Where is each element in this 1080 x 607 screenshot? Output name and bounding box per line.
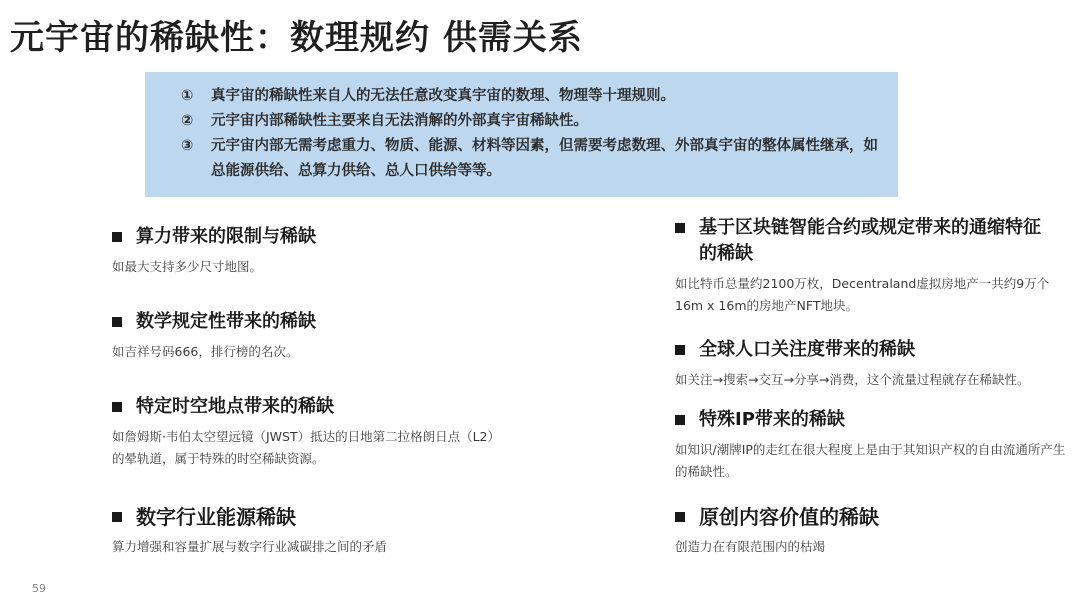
item-description: 如知识/潮牌IP的走红在很大程度上是由于其知识产权的自由流通所产生的稀缺性。: [675, 442, 1066, 479]
point-text: 真宇宙的稀缺性来自人的无法任意改变真宇宙的数理、物理等十理规则。: [211, 88, 675, 104]
item-description: 如詹姆斯·韦伯太空望远镜（JWST）抵达的日地第二拉格朗日点（L2）的晕轨道，属于特殊的时空稀缺资源。: [112, 429, 501, 466]
page-number: 59: [32, 582, 46, 595]
scarcity-item: [675, 504, 1075, 558]
scarcity-item: [675, 337, 1075, 391]
item-heading: 全球人口关注度带来的稀缺: [675, 337, 1075, 363]
bullet-square-icon: [112, 512, 122, 522]
bullet-square-icon: [675, 415, 685, 425]
point-number: ①: [181, 88, 194, 104]
point-text: 元宇宙内部无需考虑重力、物质、能源、材料等因素，但需要考虑数理、外部真宇宙的整体属性继承，如总能源供给、总算力供给、总人口供给等等。: [211, 138, 878, 179]
scarcity-item: [112, 309, 552, 363]
item-heading: 原创内容价值的稀缺: [675, 504, 1075, 530]
item-description: 创造力在有限范围内的枯竭: [675, 539, 826, 554]
item-heading: 算力带来的限制与稀缺: [112, 224, 552, 250]
point-number: ②: [181, 113, 194, 129]
bullet-square-icon: [675, 223, 685, 233]
summary-point: [181, 134, 888, 184]
bullet-square-icon: [675, 345, 685, 355]
slide-title: 元宇宙的稀缺性：数理规约 供需关系: [10, 18, 583, 58]
item-description: 如关注→搜索→交互→分享→消费，这个流量过程就存在稀缺性。: [675, 372, 1030, 387]
bullet-square-icon: [112, 402, 122, 412]
item-heading: 数字行业能源稀缺: [112, 504, 552, 530]
bullet-square-icon: [112, 317, 122, 327]
summary-box: [145, 72, 898, 197]
item-heading: 特定时空地点带来的稀缺: [112, 394, 512, 420]
summary-point: [181, 109, 888, 134]
summary-point: [181, 84, 888, 109]
item-description: 如比特币总量约2100万枚，Decentraland虚拟房地产一共约9万个16m x 16m的房地产NFT地块。: [675, 276, 1050, 313]
item-heading: 数学规定性带来的稀缺: [112, 309, 552, 335]
scarcity-item: [675, 215, 1055, 317]
point-number: ③: [181, 138, 194, 154]
item-description: 如最大支持多少尺寸地图。: [112, 259, 263, 274]
scarcity-item: [112, 224, 552, 278]
item-heading: 特殊IP带来的稀缺: [675, 407, 1070, 433]
scarcity-item: [112, 504, 552, 558]
item-heading: 基于区块链智能合约或规定带来的通缩特征的稀缺: [675, 215, 1055, 267]
scarcity-item: [112, 394, 512, 470]
scarcity-item: [675, 407, 1070, 483]
point-text: 元宇宙内部稀缺性主要来自无法消解的外部真宇宙稀缺性。: [211, 113, 588, 129]
item-description: 算力增强和容量扩展与数字行业减碳排之间的矛盾: [112, 539, 388, 554]
item-description: 如吉祥号码666，排行榜的名次。: [112, 344, 299, 359]
bullet-square-icon: [675, 512, 685, 522]
bullet-square-icon: [112, 232, 122, 242]
